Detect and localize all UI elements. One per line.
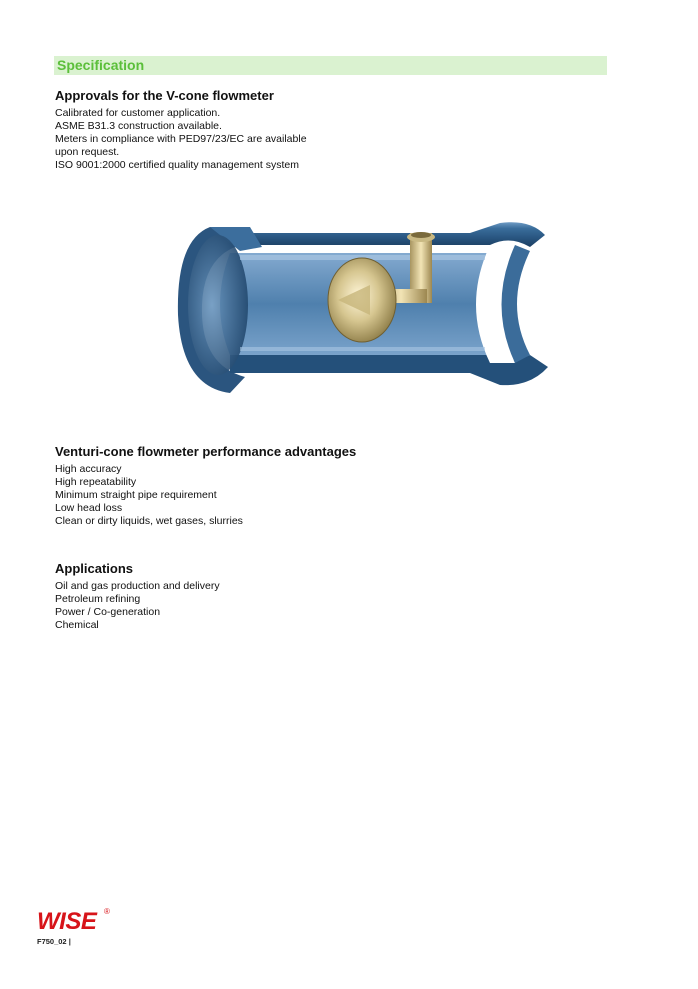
applications-section	[55, 561, 220, 632]
advantages-line: High repeatability	[55, 476, 137, 488]
wise-logo-text: WISE	[37, 908, 97, 935]
applications-line: Oil and gas production and delivery	[55, 580, 220, 592]
applications-line: Power / Co-generation	[55, 606, 161, 618]
advantages-heading: Venturi-cone flowmeter performance advantages	[55, 444, 357, 459]
applications-line: Petroleum refining	[55, 593, 141, 605]
approvals-line: ASME B31.3 construction available.	[55, 120, 222, 132]
approvals-line: ISO 9001:2000 certified quality management system	[55, 159, 299, 171]
v-cone-flowmeter-cutaway-illustration	[170, 205, 560, 400]
advantages-line: Minimum straight pipe requirement	[55, 489, 217, 501]
registered-mark: ®	[104, 907, 110, 916]
approvals-heading: Approvals for the V-cone flowmeter	[55, 88, 274, 103]
approvals-line: upon request.	[55, 146, 120, 158]
approvals-section	[55, 88, 307, 172]
page-title: Specification	[57, 57, 145, 73]
approvals-line: Calibrated for customer application.	[55, 107, 221, 119]
wise-logo	[36, 905, 116, 935]
applications-line: Chemical	[55, 619, 99, 631]
advantages-line: Clean or dirty liquids, wet gases, slurries	[55, 515, 243, 527]
document-code: F750_02 |	[37, 937, 71, 946]
advantages-line: High accuracy	[55, 463, 122, 475]
advantages-section	[55, 444, 356, 528]
advantages-line: Low head loss	[55, 502, 123, 514]
section-header-band	[54, 56, 607, 75]
applications-heading: Applications	[55, 561, 134, 576]
approvals-line: Meters in compliance with PED97/23/EC are available	[55, 133, 307, 145]
